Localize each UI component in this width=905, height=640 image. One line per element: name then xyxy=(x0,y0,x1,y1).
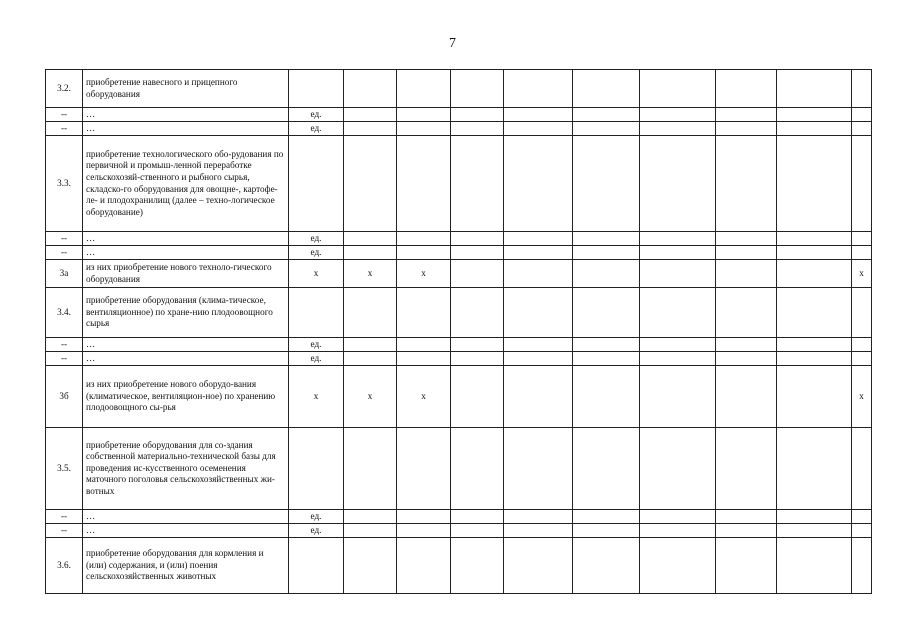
data-cell xyxy=(777,338,852,352)
data-cell xyxy=(504,428,573,510)
row-description: … xyxy=(83,510,289,524)
row-description: из них приобретение нового оборудо-вания (климатическое, вентиляцион-ное) по хранению плодоовощного сы-рья xyxy=(83,366,289,428)
data-cell xyxy=(504,70,573,108)
data-cell: х xyxy=(344,366,397,428)
row-number: 3.6. xyxy=(46,538,83,594)
data-cell xyxy=(716,108,777,122)
row-description: … xyxy=(83,352,289,366)
data-cell xyxy=(716,288,777,338)
data-cell xyxy=(573,136,640,232)
data-cell xyxy=(504,246,573,260)
page-number: 7 xyxy=(449,36,456,51)
data-cell xyxy=(504,122,573,136)
data-cell xyxy=(852,246,872,260)
data-cell xyxy=(344,352,397,366)
data-cell xyxy=(852,122,872,136)
data-cell xyxy=(852,288,872,338)
data-cell xyxy=(716,510,777,524)
data-cell: х xyxy=(397,366,451,428)
data-cell xyxy=(451,366,504,428)
data-cell xyxy=(777,136,852,232)
data-cell xyxy=(777,366,852,428)
data-cell xyxy=(640,538,716,594)
row-unit: ед. xyxy=(289,338,344,352)
data-cell xyxy=(777,288,852,338)
data-cell xyxy=(573,510,640,524)
row-unit xyxy=(289,136,344,232)
data-cell xyxy=(344,70,397,108)
data-cell xyxy=(573,122,640,136)
data-cell xyxy=(451,524,504,538)
data-cell xyxy=(451,352,504,366)
row-number: -- xyxy=(46,232,83,246)
row-number: -- xyxy=(46,122,83,136)
row-number: 3а xyxy=(46,260,83,288)
data-cell xyxy=(451,510,504,524)
data-cell xyxy=(451,70,504,108)
table-row xyxy=(46,352,872,366)
row-description: приобретение навесного и прицепного оборудования xyxy=(83,70,289,108)
data-cell xyxy=(777,510,852,524)
data-cell xyxy=(640,338,716,352)
data-cell xyxy=(397,70,451,108)
data-cell xyxy=(716,122,777,136)
table-row xyxy=(46,524,872,538)
data-cell xyxy=(852,352,872,366)
data-cell xyxy=(573,260,640,288)
data-cell xyxy=(573,524,640,538)
data-cell xyxy=(640,288,716,338)
data-cell xyxy=(504,288,573,338)
data-cell xyxy=(640,510,716,524)
data-cell xyxy=(852,108,872,122)
table-row xyxy=(46,288,872,338)
data-cell xyxy=(504,108,573,122)
row-unit: ед. xyxy=(289,510,344,524)
data-cell xyxy=(640,260,716,288)
data-cell xyxy=(852,538,872,594)
table-row xyxy=(46,70,872,108)
data-cell xyxy=(777,524,852,538)
data-cell xyxy=(777,428,852,510)
row-description: … xyxy=(83,122,289,136)
data-cell: х xyxy=(852,366,872,428)
data-cell xyxy=(716,538,777,594)
row-unit xyxy=(289,288,344,338)
row-description: из них приобретение нового техноло-гического оборудования xyxy=(83,260,289,288)
data-cell xyxy=(504,538,573,594)
row-unit: ед. xyxy=(289,122,344,136)
data-cell xyxy=(451,338,504,352)
data-cell xyxy=(397,136,451,232)
data-cell xyxy=(716,366,777,428)
row-unit: ед. xyxy=(289,352,344,366)
data-cell xyxy=(640,136,716,232)
row-unit xyxy=(289,538,344,594)
data-cell xyxy=(573,288,640,338)
data-cell xyxy=(777,352,852,366)
data-cell xyxy=(397,232,451,246)
data-cell xyxy=(777,246,852,260)
row-description: приобретение технологического обо-рудования по первичной и промыш-ленной переработке сельскохозяй-ственного и рыбного сырья, складско-го оборудования для овощне-, картофе-ле- и плодохранилищ (далее – техно-логическое оборудование) xyxy=(83,136,289,232)
row-description: … xyxy=(83,108,289,122)
data-cell: х xyxy=(397,260,451,288)
data-cell xyxy=(344,338,397,352)
row-unit: ед. xyxy=(289,524,344,538)
data-cell xyxy=(640,428,716,510)
table-row xyxy=(46,232,872,246)
data-cell xyxy=(344,524,397,538)
data-cell: х xyxy=(852,260,872,288)
data-cell xyxy=(852,232,872,246)
table-row xyxy=(46,538,872,594)
row-number: -- xyxy=(46,246,83,260)
data-cell xyxy=(397,524,451,538)
data-cell xyxy=(716,232,777,246)
row-unit: ед. xyxy=(289,232,344,246)
data-cell xyxy=(504,510,573,524)
data-cell xyxy=(451,122,504,136)
row-unit: ед. xyxy=(289,108,344,122)
data-cell xyxy=(573,428,640,510)
row-unit: х xyxy=(289,260,344,288)
data-cell xyxy=(344,428,397,510)
data-cell xyxy=(397,538,451,594)
row-number: 3б xyxy=(46,366,83,428)
data-cell: х xyxy=(344,260,397,288)
data-cell xyxy=(573,246,640,260)
data-cell xyxy=(344,122,397,136)
data-cell xyxy=(504,136,573,232)
data-cell xyxy=(573,232,640,246)
data-cell xyxy=(716,260,777,288)
data-cell xyxy=(640,366,716,428)
row-number: 3.5. xyxy=(46,428,83,510)
data-cell xyxy=(451,428,504,510)
row-number: 3.2. xyxy=(46,70,83,108)
data-cell xyxy=(451,108,504,122)
data-cell xyxy=(344,136,397,232)
table-row xyxy=(46,366,872,428)
row-unit xyxy=(289,70,344,108)
data-cell xyxy=(852,338,872,352)
data-cell xyxy=(451,538,504,594)
data-cell xyxy=(504,338,573,352)
data-cell xyxy=(716,352,777,366)
data-cell xyxy=(640,524,716,538)
data-cell xyxy=(716,524,777,538)
data-cell xyxy=(397,428,451,510)
data-cell xyxy=(852,136,872,232)
equipment-table xyxy=(45,69,872,594)
data-cell xyxy=(344,232,397,246)
data-cell xyxy=(397,108,451,122)
data-cell xyxy=(716,246,777,260)
row-unit xyxy=(289,428,344,510)
data-cell xyxy=(397,122,451,136)
table-row xyxy=(46,108,872,122)
table-row xyxy=(46,338,872,352)
row-description: … xyxy=(83,246,289,260)
data-cell xyxy=(573,338,640,352)
table-row xyxy=(46,260,872,288)
row-description: приобретение оборудования для кормления и (или) содержания, и (или) поения сельскохозяйственных животных xyxy=(83,538,289,594)
row-description: приобретение оборудования для со-здания собственной материально-технической базы для проведения ис-кусственного осеменения маточного поголовья сельскохозяйственных жи-вотных xyxy=(83,428,289,510)
data-cell xyxy=(852,428,872,510)
data-cell xyxy=(716,70,777,108)
data-cell xyxy=(344,288,397,338)
data-cell xyxy=(852,524,872,538)
row-description: … xyxy=(83,524,289,538)
data-cell xyxy=(397,338,451,352)
data-cell xyxy=(451,260,504,288)
row-number: -- xyxy=(46,510,83,524)
data-cell xyxy=(504,232,573,246)
row-unit: ед. xyxy=(289,246,344,260)
row-description: … xyxy=(83,232,289,246)
data-cell xyxy=(777,122,852,136)
data-cell xyxy=(640,70,716,108)
data-cell xyxy=(344,538,397,594)
data-cell xyxy=(716,338,777,352)
data-cell xyxy=(451,232,504,246)
data-cell xyxy=(573,538,640,594)
row-number: -- xyxy=(46,108,83,122)
data-cell xyxy=(344,246,397,260)
data-cell xyxy=(852,70,872,108)
table-row xyxy=(46,136,872,232)
row-unit: х xyxy=(289,366,344,428)
data-cell xyxy=(777,70,852,108)
data-cell xyxy=(573,366,640,428)
data-cell xyxy=(397,288,451,338)
data-cell xyxy=(397,510,451,524)
data-cell xyxy=(344,108,397,122)
data-cell xyxy=(397,246,451,260)
data-cell xyxy=(451,288,504,338)
data-cell xyxy=(504,352,573,366)
row-description: … xyxy=(83,338,289,352)
data-cell xyxy=(640,352,716,366)
table-row xyxy=(46,246,872,260)
data-cell xyxy=(716,136,777,232)
row-number: -- xyxy=(46,524,83,538)
data-cell xyxy=(573,70,640,108)
table-row xyxy=(46,122,872,136)
data-cell xyxy=(451,136,504,232)
data-cell xyxy=(504,366,573,428)
data-cell xyxy=(344,510,397,524)
data-cell xyxy=(451,246,504,260)
data-cell xyxy=(573,352,640,366)
data-cell xyxy=(777,232,852,246)
table-row xyxy=(46,510,872,524)
data-cell xyxy=(573,108,640,122)
data-cell xyxy=(504,524,573,538)
data-cell xyxy=(852,510,872,524)
data-cell xyxy=(716,428,777,510)
row-number: -- xyxy=(46,352,83,366)
data-cell xyxy=(640,232,716,246)
data-cell xyxy=(640,122,716,136)
row-number: 3.4. xyxy=(46,288,83,338)
data-cell xyxy=(777,538,852,594)
data-cell xyxy=(640,108,716,122)
row-number: 3.3. xyxy=(46,136,83,232)
row-description: приобретение оборудования (клима-тическое, вентиляционное) по хране-нию плодоовощного сырья xyxy=(83,288,289,338)
data-cell xyxy=(777,260,852,288)
data-cell xyxy=(640,246,716,260)
table-row xyxy=(46,428,872,510)
data-cell xyxy=(504,260,573,288)
data-cell xyxy=(397,352,451,366)
row-number: -- xyxy=(46,338,83,352)
data-cell xyxy=(777,108,852,122)
